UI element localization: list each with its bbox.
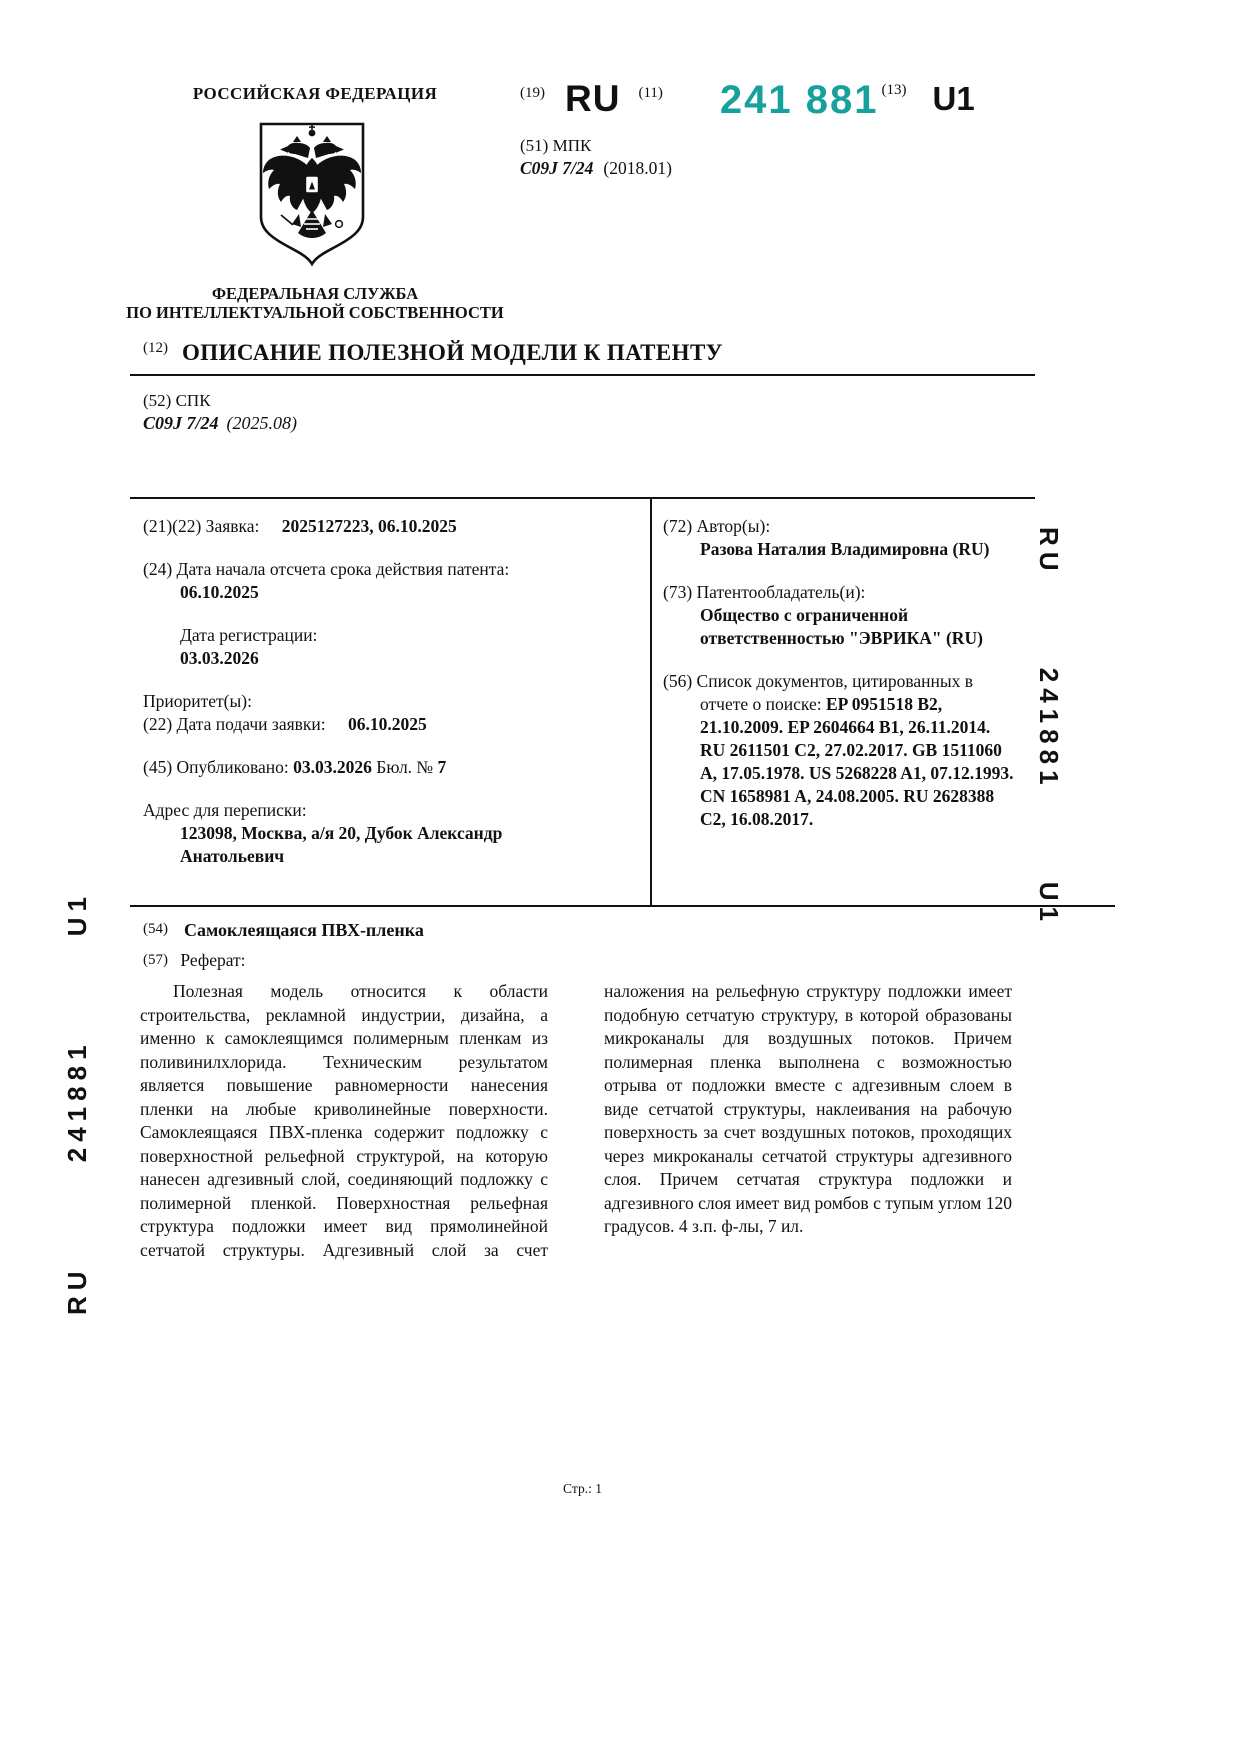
citations-value: EP 0951518 B2, 21.10.2009. EP 2604664 B1, 26.11.2014. RU 2611501 C2, 27.02.2017. GB 1511060 A, 17.05.1978. US 5268228 A1, 07.12.1993. CN 1658981 A, 24.08.2005. RU 2628388 C2, 16.08.2017. — [700, 694, 1014, 829]
abstract-text-columns — [140, 980, 1012, 1280]
application-label: (21)(22) Заявка: — [143, 516, 260, 536]
filing-row — [143, 713, 613, 736]
abstract-heading-row — [143, 950, 246, 971]
citations-label: (56) Список документов, цитированных в отчете о поиске: — [663, 671, 974, 714]
term-start-value: 06.10.2025 — [180, 582, 259, 602]
ipc-version: (2018.01) — [603, 158, 672, 178]
publication-number: 241 881 — [719, 78, 879, 122]
abstract-code: (57) — [143, 952, 168, 968]
address-row — [143, 799, 613, 868]
title-code: (12) — [143, 340, 168, 356]
ipc-classification — [520, 158, 672, 179]
bulletin-number: 7 — [437, 757, 447, 777]
right-margin-kind: U1 — [1034, 881, 1065, 927]
right-margin-number: 241881 — [1034, 667, 1065, 791]
address-label: Адрес для переписки: — [143, 800, 307, 820]
cpc-version: (2025.08) — [226, 413, 298, 433]
application-row — [143, 515, 613, 538]
bulletin-label: Бюл. № — [376, 757, 434, 777]
table-bottom-border — [130, 905, 1115, 907]
term-start-label: (24) Дата начала отсчета срока действия патента: — [143, 559, 510, 579]
filing-value: 06.10.2025 — [348, 714, 427, 734]
document-title: ОПИСАНИЕ ПОЛЕЗНОЙ МОДЕЛИ К ПАТЕНТУ — [182, 340, 723, 365]
code-13-label: (13) — [881, 82, 907, 98]
abstract-label: Реферат: — [180, 950, 246, 970]
invention-title-code: (54) — [143, 921, 168, 937]
registration-value: 03.03.2026 — [180, 648, 259, 668]
publication-codes — [520, 78, 975, 122]
priority-label: Приоритет(ы): — [143, 691, 252, 711]
table-column-divider — [650, 497, 652, 905]
term-start-row — [143, 558, 613, 604]
authors-label: (72) Автор(ы): — [663, 516, 771, 536]
biblio-left-column — [143, 515, 613, 868]
code-11-label: (11) — [638, 85, 663, 101]
page-number: Стр.: 1 — [563, 1481, 602, 1496]
cpc-classification — [143, 413, 297, 434]
country-name: РОССИЙСКАЯ ФЕДЕРАЦИЯ — [192, 84, 438, 103]
filing-label: (22) Дата подачи заявки: — [143, 714, 326, 734]
office-line1: ФЕДЕРАЛЬНАЯ СЛУЖБА — [211, 284, 419, 303]
coat-of-arms-icon — [252, 120, 372, 270]
holders-label: (73) Патентообладатель(и): — [663, 582, 866, 602]
country-code: RU — [565, 78, 621, 119]
citations-row — [663, 670, 1015, 831]
authors-row — [663, 515, 1015, 561]
published-row — [143, 756, 613, 779]
left-margin-number: 241881 — [61, 1039, 92, 1163]
title-divider — [130, 374, 1035, 376]
abstract-text: Полезная модель относится к области строительства, рекламной индустрии, дизайна, а именно к самоклеящимся полимерным пленкам из поливинилхлорида. Техническим результатом является повышение равномерности нанесения пленки на любые криволинейные поверхности. Самоклеящаяся ПВХ-пленка содержит подложку с поверхностной рельефной структурой, на которую нанесен адгезивный слой, соединяющий подложку с полимерной пленкой. Поверхностная рельефная структура подложки имеет вид прямолинейной сетчатой структуры. Адгезивный слой за счет наложения на рельефную структуру подложки имеет подобную сетчатую структуру, в которой образованы микроканалы для воздушных потоков. Причем полимерная пленка выполнена с возможностью отрыва от подложки вместе с адгезивным слоем в виде сетчатой структуры, наклеивания на рабочую поверхность за счет воздушных потоков, проходящих через микроканалы сетчатой структуры адгезивного слоя. Причем сетчатая структура подложки и адгезивного слоя имеет вид ромбов с тупым углом 120 градусов. 4 з.п. ф-лы, 7 ил. — [140, 981, 1012, 1260]
biblio-right-column — [663, 515, 1015, 831]
cpc-class: C09J 7/24 — [143, 413, 219, 433]
kind-code: U1 — [932, 80, 975, 117]
office-line2: ПО ИНТЕЛЛЕКТУАЛЬНОЙ СОБСТВЕННОСТИ — [126, 303, 504, 322]
left-margin-kind: U1 — [61, 891, 92, 937]
left-margin-patent-id — [56, 891, 98, 1315]
registration-label: Дата регистрации: — [180, 625, 318, 645]
published-value: 03.03.2026 — [293, 757, 372, 777]
address-value: 123098, Москва, а/я 20, Дубок Александр Анатольевич — [180, 823, 503, 866]
office-name — [115, 284, 515, 322]
application-value: 2025127223, 06.10.2025 — [281, 516, 457, 536]
ipc-class: C09J 7/24 — [520, 158, 594, 178]
registration-row — [143, 624, 613, 670]
invention-title-row — [143, 920, 424, 941]
cpc-label: (52) СПК — [143, 391, 211, 410]
code-19-label: (19) — [520, 85, 545, 101]
document-title-row — [143, 340, 723, 366]
right-margin-patent-id — [1028, 527, 1070, 927]
holders-row — [663, 581, 1015, 650]
ipc-label: (51) МПК — [520, 136, 592, 155]
table-top-border — [130, 497, 1035, 499]
published-label: (45) Опубликовано: — [143, 757, 289, 777]
invention-title: Самоклеящаяся ПВХ-пленка — [184, 920, 424, 940]
left-margin-country: RU — [61, 1265, 92, 1315]
authors-value: Разова Наталия Владимировна (RU) — [700, 539, 990, 559]
right-margin-country: RU — [1034, 527, 1065, 577]
holders-value: Общество с ограниченной ответственностью "ЭВРИКА" (RU) — [700, 605, 983, 648]
